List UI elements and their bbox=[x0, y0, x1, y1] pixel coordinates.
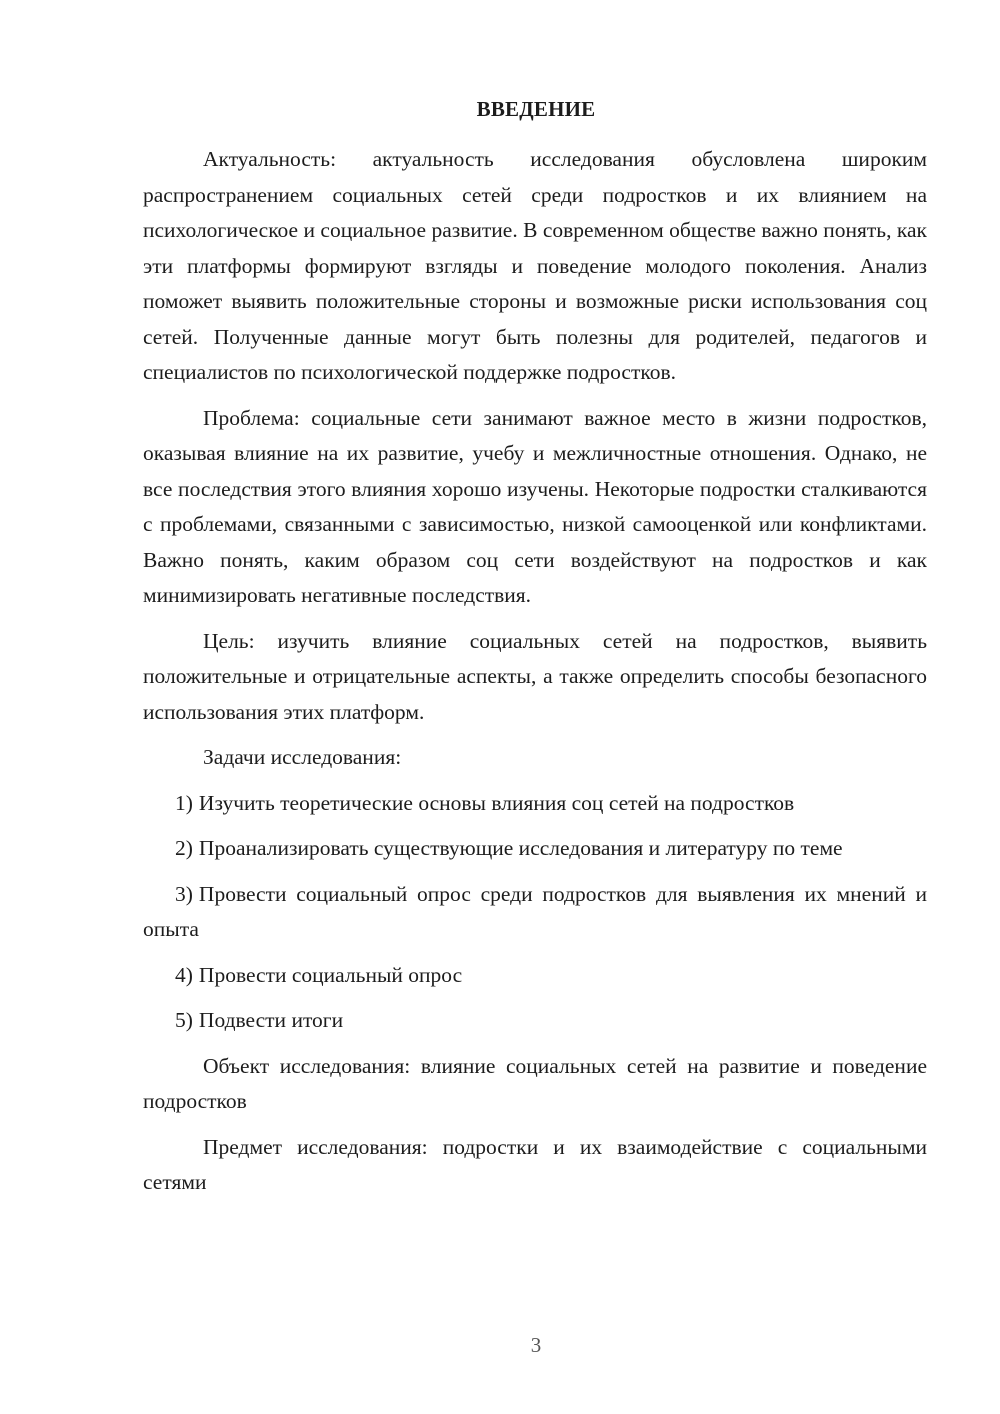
list-item-number: 4) bbox=[175, 962, 193, 987]
list-item bbox=[143, 958, 927, 994]
tasks-heading: Задачи исследования: bbox=[203, 745, 402, 769]
tasks-list bbox=[143, 786, 927, 1039]
section-heading: ВВЕДЕНИЕ bbox=[476, 97, 596, 121]
paragraph-subject: Предмет исследования: подростки и их взаимодействие с социальными сетями bbox=[143, 1134, 927, 1194]
list-item-text: Провести социальный опрос bbox=[198, 962, 463, 987]
list-item bbox=[143, 831, 927, 867]
list-item bbox=[143, 1003, 927, 1039]
page-number: 3 bbox=[530, 1333, 542, 1357]
body-text bbox=[143, 142, 927, 1211]
list-item-text: Проанализировать существующие исследования и литературу по теме bbox=[198, 836, 843, 860]
paragraph-relevance: Актуальность: актуальность исследования обусловлена широким распространением социальных сетей среди подростков и их влиянием на психологическое и социальное развитие. В современном обществе важно понять, как эти платформы формируют взгляды и поведение молодого поколения. Анализ поможет выявить положительные стороны и возможные риски использования соц сетей. Полученные данные могут быть полезны для родителей, педагогов и специалистов по психологической поддержке подростков. bbox=[143, 147, 927, 384]
list-item-text: Провести социальный опрос среди подростков для выявления их мнений и опыта bbox=[143, 881, 927, 941]
list-item-text: Изучить теоретические основы влияния соц сетей на подростков bbox=[198, 790, 795, 815]
list-item-number: 5) bbox=[175, 1008, 193, 1032]
list-item-number: 2) bbox=[175, 836, 193, 860]
list-item bbox=[143, 877, 927, 948]
paragraph-object: Объект исследования: влияние социальных сетей на развитие и поведение подростков bbox=[143, 1053, 927, 1113]
paragraph-problem: Проблема: социальные сети занимают важное место в жизни подростков, оказывая влияние на их развитие, учебу и межличностные отношения. Однако, не все последствия этого влияния хорошо изучены. Некоторые подростки сталкиваются с проблемами, связанными с зависимостью, низкой самооценкой или конфликтами. Важно понять, каким образом соц сети воздействуют на подростков и как минимизировать негативные последствия. bbox=[143, 405, 927, 607]
list-item-number: 3) bbox=[175, 881, 193, 906]
list-item-text: Подвести итоги bbox=[198, 1008, 344, 1032]
list-item-number: 1) bbox=[175, 790, 193, 815]
list-item bbox=[143, 786, 927, 822]
paragraph-goal: Цель: изучить влияние социальных сетей на подростков, выявить положительные и отрицательные аспекты, а также определить способы безопасного использования этих платформ. bbox=[143, 628, 927, 724]
